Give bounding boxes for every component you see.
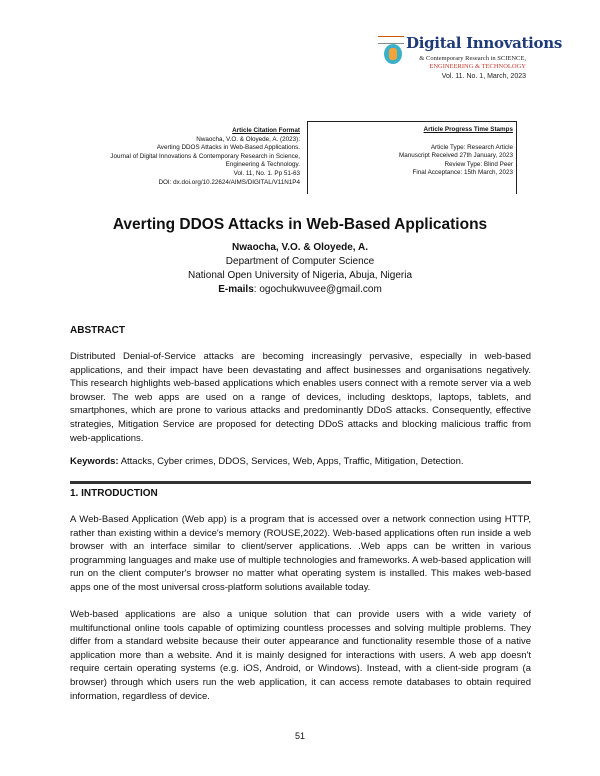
timestamp-line: Final Acceptance: 15th March, 2023 (412, 169, 513, 177)
keywords-list: Attacks, Cyber crimes, DDOS, Services, Web, Apps, Traffic, Mitigation, Detection. (118, 456, 464, 467)
timestamp-line: Review Type: Blind Peer (444, 160, 513, 168)
authors: Nwaocha, V.O. & Oloyede, A. (232, 242, 368, 253)
email-label: E-mails (218, 284, 254, 295)
keywords (70, 455, 531, 469)
circuit-icon (378, 36, 404, 44)
email[interactable]: : ogochukwuvee@gmail.com (253, 284, 382, 295)
doi-link[interactable]: DOI: dx.doi.org/10.22624/AIMS/DIGITAL/V11N1P4 (158, 178, 300, 186)
abstract-text: Distributed Denial-of-Service attacks are becoming increasingly pervasive, especially in web-based applications, and their impact have been devastating and affect businesses and organisations negatively. This research highlights web-based applications which enables users connect with a remote server via a web browser. The web apps are used on a range of devices, including desktops, laptops, tablets, and smartphones, which are prone to various attacks and predominantly DDoS attacks. Consequently, effective strategies, Mitigation Service are proposed for detecting DDoS attacks and blocking malicious traffic from web-applications. (70, 351, 531, 444)
journal-logo (378, 32, 563, 88)
citation-line: Nwaocha, V.O. & Oloyede, A. (2023): (196, 135, 300, 143)
section-divider (70, 481, 531, 484)
timestamp-line: Article Type: Research Article (430, 143, 513, 151)
citation-format (100, 127, 300, 187)
citation-line: Journal of Digital Innovations & Contemporary Research in Science, (110, 152, 300, 160)
citation-line: Vol. 11, No. 1. Pp 51-63 (233, 169, 300, 177)
introduction-heading: 1. INTRODUCTION (70, 488, 158, 499)
institution: National Open University of Nigeria, Abuja, Nigeria (188, 270, 412, 281)
journal-logo-subtitle-2: ENGINEERING & TECHNOLOGY (429, 63, 526, 70)
abstract-heading: ABSTRACT (70, 325, 125, 336)
journal-logo-title: Digital Innovations (406, 34, 563, 52)
department: Department of Computer Science (225, 256, 375, 267)
introduction-paragraph: Web-based applications are also a unique solution that can provide users with a wide variety of multifunctional online tools capable of optimizing countless processes and solving multiple problems. They differ from a standard website because their outer appearance and functionality resemble those of a native application more than a website. And it is mainly designed for interactions with users. A web app doesn't require certain operating systems (e.g. iOS, Android, or Windows). Instead, with a client-side program (a browser) through which users run the web application, it can access remote databases to obtain required information, regardless of device. (70, 609, 531, 702)
timestamp-line: Manuscript Received 27th January, 2023 (399, 152, 513, 160)
introduction-paragraph: A Web-Based Application (Web app) is a program that is accessed over a network connection using HTTP, rather than existing within a device's memory (ROUSE,2022). Web-based applications often run inside a web browser with an interface similar to client/server applications. .Web apps can be written in various programming languages and make use of multiple technologies and frameworks. A web-based application will run on the client computer's browser no matter what operating system is installed. This makes web-based apps one of the most universal cross-platform solutions available today. (70, 514, 531, 593)
citation-line: Averting DDOS Attacks in Web-Based Applications. (156, 144, 300, 152)
progress-timestamps-box (307, 121, 517, 194)
citation-heading: Article Citation Format (232, 127, 300, 134)
journal-logo-subtitle: & Contemporary Research in SCIENCE, (419, 55, 526, 62)
robot-icon (384, 44, 402, 64)
volume-info: Vol. 11. No. 1, March, 2023 (441, 73, 526, 80)
author-block (0, 241, 600, 297)
paper-title: Averting DDOS Attacks in Web-Based Applications (112, 216, 488, 233)
citation-line: Engineering & Technology. (225, 161, 300, 169)
page-number: 51 (294, 731, 305, 741)
timestamps-heading: Article Progress Time Stamps (423, 126, 513, 133)
keywords-label: Keywords: (70, 456, 119, 467)
